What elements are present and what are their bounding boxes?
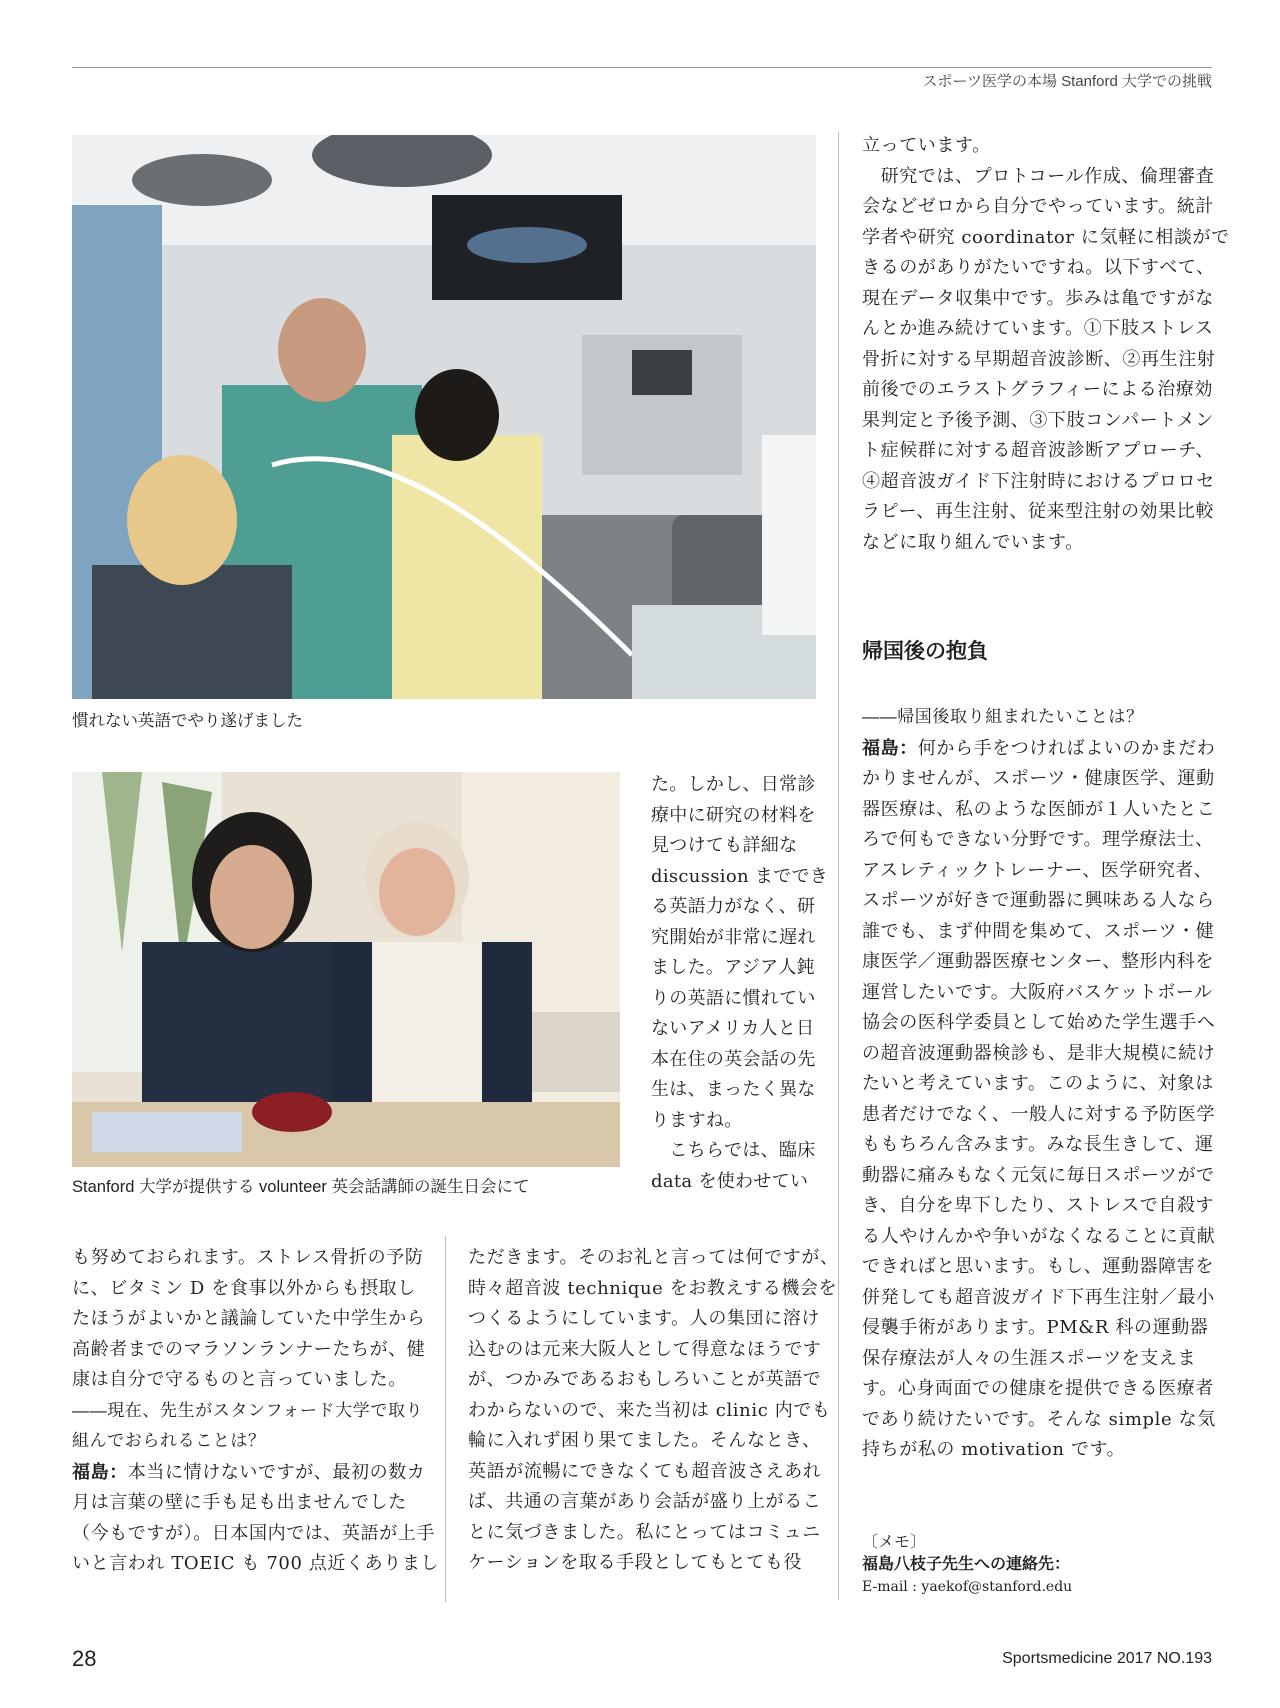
text-line: ろで何もできない分野です。理学療法士、: [862, 829, 1214, 850]
text-line: 前後でのエラストグラフィーによる治療効: [862, 379, 1214, 400]
text-line: 骨折に対する早期超音波診断、②再生注射: [862, 348, 1216, 370]
text-line: 本在住の英会話の先: [651, 1048, 816, 1070]
text-line: こちらでは、臨床: [651, 1140, 816, 1161]
text-line: であり続けたいです。そんな simple な気: [862, 1408, 1216, 1430]
text-line: ト症候群に対する超音波診断アプローチ、: [862, 440, 1215, 461]
text-line: data を使わせてい: [651, 1170, 809, 1192]
text-line: ラピー、再生注射、従来型注射の効果比較: [862, 501, 1214, 522]
body-text-right-top: [862, 131, 1230, 558]
text-line: 学者や研究 coordinator に気軽に相談がで: [862, 226, 1230, 248]
text-line: 立っています。: [862, 135, 991, 156]
contact-memo: [862, 1532, 1072, 1598]
interview-question: ――現在、先生がスタンフォード大学で取り: [72, 1400, 424, 1420]
text-line: 果判定と予後予測、③下肢コンパートメン: [862, 409, 1214, 431]
text-line: も努めておられます。ストレス骨折の予防: [72, 1247, 424, 1268]
text-line: 誰でも、まず仲間を集めて、スポーツ・健: [862, 920, 1215, 942]
photo-caption: 慣れない英語でやり遂げました: [72, 712, 303, 730]
text-line: 究開始が非常に遅れ: [651, 926, 816, 948]
text-line: 運営したいです。大阪府バスケットボール: [862, 981, 1213, 1003]
text-line: 保存療法が人々の生涯スポーツを支えま: [862, 1347, 1197, 1369]
text-line: 高齢者までのマラソンランナーたちが、健: [72, 1338, 426, 1360]
text-line: ないアメリカ人と日: [651, 1018, 815, 1039]
text-line: 患者だけでなく、一般人に対する予防医学: [862, 1103, 1216, 1125]
body-text-left-bottom: [72, 1243, 439, 1580]
column-divider-lower: [445, 1236, 446, 1602]
journal-name: Sportsmedicine 2017 NO.193: [1002, 1650, 1212, 1667]
answer-text: 何から手をつければよいのかまだわ: [917, 737, 1216, 759]
memo-email[interactable]: E-mail : yaekof@stanford.edu: [862, 1579, 1073, 1595]
text-line: [72, 1457, 439, 1489]
text-line: ば、共通の言葉があり会話が盛り上がるこ: [468, 1491, 822, 1512]
text-line: 英語が流暢にできなくても超音波さえあれ: [468, 1460, 822, 1482]
text-line: 輪に入れず困り果てました。そんなとき、: [468, 1430, 821, 1451]
text-line: た。しかし、日常診: [651, 774, 816, 795]
text-line: ももちろん含みます。みな長生きして、運: [862, 1134, 1214, 1155]
page-number: 28: [72, 1646, 97, 1671]
text-line: 見つけても詳細な: [651, 835, 798, 856]
text-line: りますね。: [651, 1109, 743, 1131]
text-line: 会などゼロから自分でやっています。統計: [862, 196, 1214, 217]
text-line: いと言われ TOEIC も 700 点近くありまし: [72, 1553, 440, 1574]
running-title: スポーツ医学の本場 Stanford 大学での挑戦: [922, 73, 1212, 90]
text-line: つくるようにしています。人の集団に溶け: [468, 1308, 820, 1329]
text-line: スポーツが好きで運動器に興味ある人なら: [862, 890, 1215, 911]
text-line: かりませんが、スポーツ・健康医学、運動: [862, 768, 1215, 789]
section-heading: 帰国後の抱負: [862, 640, 988, 663]
text-line: 込むのは元来大阪人として得意なほうです: [468, 1338, 822, 1360]
text-line: [862, 733, 1216, 765]
text-line: 康医学／運動器医療センター、整形内科を: [862, 951, 1214, 972]
text-line: 併発しても超音波ガイド下再生注射／最小: [862, 1286, 1215, 1308]
text-line: たほうがよいかと議論していた中学生から: [72, 1308, 426, 1329]
text-line: る英語力がなく、研: [651, 896, 816, 917]
text-line: 生は、まったく異な: [651, 1079, 816, 1100]
text-line: たいと考えています。このように、対象は: [862, 1073, 1214, 1094]
text-line: に、ビタミン D を食事以外からも摂取し: [72, 1277, 416, 1299]
photo-caption: Stanford 大学が提供する volunteer 英会話講師の誕生日会にて: [72, 1178, 530, 1196]
text-line: できればと思います。もし、運動器障害を: [862, 1256, 1214, 1277]
body-text-right-answer: [862, 702, 1216, 1466]
speaker-label: 福島：: [862, 737, 918, 758]
memo-contact-title: 福島八枝子先生への連絡先：: [862, 1556, 1071, 1573]
text-line: 研究では、プロトコール作成、倫理審査: [862, 165, 1215, 187]
text-line: などに取り組んでいます。: [862, 531, 1084, 553]
text-line: る人やけんかや争いがなくなることに貢献: [862, 1225, 1216, 1247]
text-line: 動器に痛みもなく元気に毎日スポーツがで: [862, 1164, 1215, 1186]
text-line: の超音波運動器検診も、是非大規模に続け: [862, 1042, 1216, 1064]
header-rule: [72, 67, 1212, 68]
text-line: とに気づきました。私にとってはコミュニ: [468, 1521, 821, 1543]
text-line: （今もですが）。日本国内では、英語が上手: [72, 1522, 435, 1544]
text-line: 月は言葉の壁に手も足も出ませんでした: [72, 1492, 407, 1513]
text-line: 器医療は、私のような医師が１人いたとこ: [862, 798, 1216, 820]
text-line: す。心身両面での健康を提供できる医療者: [862, 1378, 1214, 1399]
text-line: 康は自分で守るものと言っていました。: [72, 1369, 407, 1390]
text-line: ました。アジア人鈍: [651, 957, 815, 978]
text-line: き、自分を卑下したり、ストレスで自殺す: [862, 1195, 1215, 1216]
text-line: 侵襲手術があります。PM&R 科の運動器: [862, 1317, 1209, 1338]
photo-birthday-party: [72, 772, 620, 1167]
body-text-narrow: [651, 770, 828, 1197]
text-line: きるのがありがたいですね。以下すべて、: [862, 257, 1215, 278]
memo-label: 〔メモ〕: [862, 1534, 927, 1551]
text-line: 持ちが私の motivation です。: [862, 1439, 1126, 1460]
text-line: 協会の医科学委員として始めた学生選手へ: [862, 1012, 1216, 1033]
text-line: 療中に研究の材料を: [651, 804, 816, 826]
interview-question: 組んでおられることは？: [72, 1431, 266, 1450]
text-line: ④超音波ガイド下注射時におけるプロロセ: [862, 470, 1215, 492]
text-line: 時々超音波 technique をお教えする機会を: [468, 1277, 838, 1299]
text-line: わからないので、来た当初は clinic 内でも: [468, 1399, 831, 1421]
text-line: 現在データ収集中です。歩みは亀ですがな: [862, 287, 1214, 309]
body-text-mid-bottom: [468, 1243, 839, 1579]
text-line: りの英語に慣れてい: [651, 987, 816, 1009]
speaker-label: 福島：: [72, 1461, 128, 1482]
text-line: んとか進み続けています。①下肢ストレス: [862, 318, 1214, 339]
text-line: discussion まででき: [651, 865, 829, 887]
text-line: ただきます。そのお礼と言っては何ですが、: [468, 1247, 839, 1268]
text-line: アスレティックトレーナー、医学研究者、: [862, 859, 1213, 881]
interview-question: ――帰国後取り組まれたいことは？: [862, 707, 1144, 726]
photo-ultrasound-training: [72, 135, 816, 699]
answer-text: 本当に情けないですが、最初の数カ: [127, 1461, 426, 1483]
text-line: ケーションを取る手段としてもとても役: [468, 1552, 803, 1573]
text-line: が、つかみであるおもしろいことが英語で: [468, 1369, 822, 1390]
